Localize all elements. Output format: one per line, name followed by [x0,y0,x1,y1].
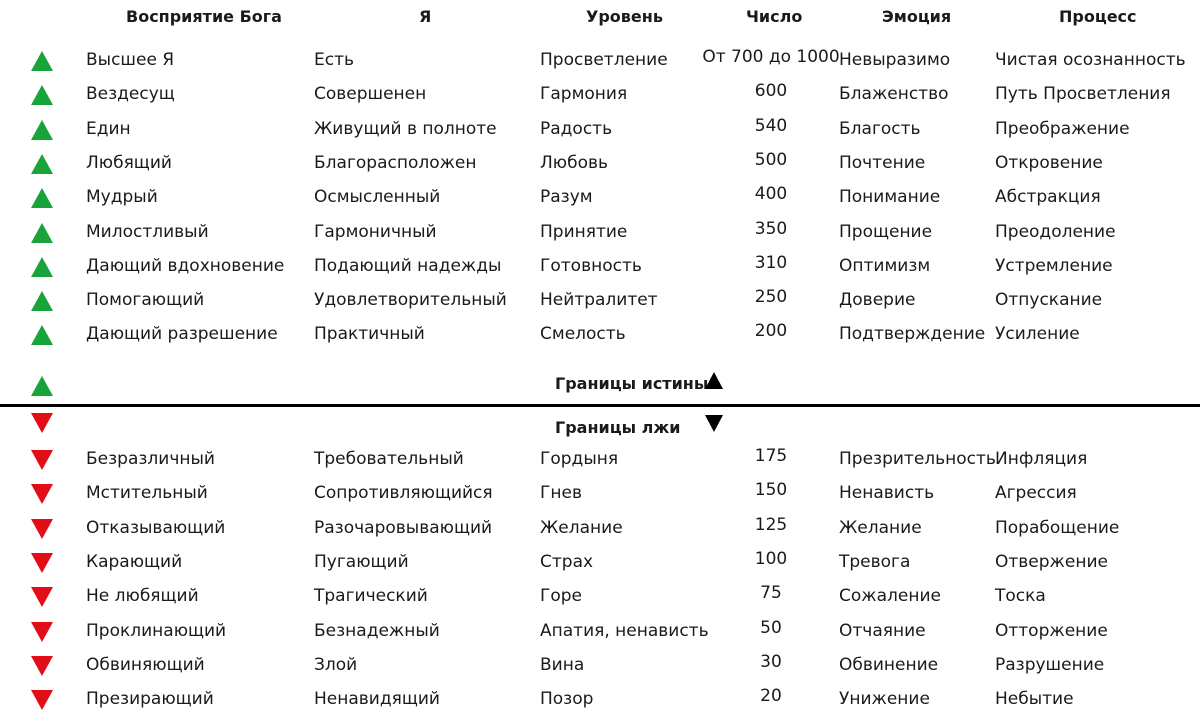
arrow-down-icon [31,587,53,607]
number-cell: 100 [754,549,788,569]
table-row [0,44,1200,78]
arrow-down-icon [31,413,53,433]
arrow-up-icon [31,188,53,208]
number-cell: 175 [754,446,788,466]
number-cell: 400 [754,184,788,204]
number-cell: От 700 до 1000 [702,47,840,67]
level-cell: Разум [540,187,593,207]
table-row [0,318,1200,352]
table-row [0,683,1200,717]
emotion-cell: Презрительность [839,449,996,469]
level-cell: Гнев [540,483,582,503]
emotion-cell: Ненависть [839,483,935,503]
perception-cell: Дающий разрешение [86,324,278,344]
table-row [0,181,1200,215]
header-emotion: Эмоция [882,7,952,26]
table-row [0,580,1200,614]
level-cell: Просветление [540,50,668,70]
process-cell: Откровение [995,153,1103,173]
process-cell: Преображение [995,119,1130,139]
number-cell: 125 [754,515,788,535]
emotion-cell: Понимание [839,187,941,207]
arrow-up-icon [31,120,53,140]
table-row [0,250,1200,284]
table-row [0,546,1200,580]
number-cell: 150 [754,480,788,500]
process-cell: Чистая осознанность [995,50,1186,70]
process-cell: Отвержение [995,552,1108,572]
level-cell: Готовность [540,256,642,276]
self-cell: Гармоничный [314,222,437,242]
perception-cell: Мудрый [86,187,158,207]
self-cell: Совершенен [314,84,427,104]
self-cell: Удовлетворительный [314,290,507,310]
level-cell: Гордыня [540,449,619,469]
arrow-up-icon [31,376,53,396]
level-cell: Радость [540,119,613,139]
perception-cell: Любящий [86,153,172,173]
table-row [0,443,1200,477]
process-cell: Порабощение [995,518,1120,538]
header-level: Уровень [586,7,663,26]
process-cell: Абстракция [995,187,1101,207]
triangle-up-icon [705,372,723,389]
number-cell: 600 [754,81,788,101]
table-row [0,284,1200,318]
number-cell: 20 [760,686,782,706]
number-cell: 350 [754,219,788,239]
boundary-divider [0,404,1200,407]
level-cell: Вина [540,655,585,675]
self-cell: Осмысленный [314,187,441,207]
emotion-cell: Невыразимо [839,50,951,70]
perception-cell: Проклинающий [86,621,227,641]
process-cell: Небытие [995,689,1074,709]
perception-cell: Мстительный [86,483,208,503]
header-process: Процесс [1059,7,1137,26]
self-cell: Безнадежный [314,621,440,641]
number-cell: 50 [760,618,782,638]
level-cell: Страх [540,552,594,572]
number-cell: 310 [754,253,788,273]
perception-cell: Дающий вдохновение [86,256,285,276]
header-perception: Восприятие Бога [126,7,282,26]
table-row [0,216,1200,250]
emotion-cell: Тревога [839,552,911,572]
table-row [0,147,1200,181]
self-cell: Благорасположен [314,153,477,173]
number-cell: 200 [754,321,788,341]
arrow-down-icon [31,519,53,539]
truth-boundary-label: Границы истины [555,374,709,393]
header-number: Число [746,7,803,26]
triangle-down-icon [705,415,723,432]
arrow-up-icon [31,154,53,174]
table-row [0,649,1200,683]
header-self: Я [419,7,432,26]
process-cell: Путь Просветления [995,84,1171,104]
perception-cell: Отказывающий [86,518,226,538]
table-row [0,477,1200,511]
arrow-down-icon [31,656,53,676]
process-cell: Усиление [995,324,1080,344]
arrow-up-icon [31,51,53,71]
perception-cell: Безразличный [86,449,215,469]
level-cell: Апатия, ненависть [540,621,709,641]
self-cell: Сопротивляющийся [314,483,493,503]
process-cell: Разрушение [995,655,1105,675]
perception-cell: Един [86,119,131,139]
arrow-down-icon [31,484,53,504]
emotion-cell: Блаженство [839,84,949,104]
self-cell: Злой [314,655,358,675]
emotion-cell: Почтение [839,153,926,173]
arrow-up-icon [31,257,53,277]
emotion-cell: Обвинение [839,655,939,675]
level-cell: Желание [540,518,623,538]
emotion-cell: Прощение [839,222,933,242]
perception-cell: Вездесущ [86,84,175,104]
self-cell: Трагический [314,586,428,606]
self-cell: Требовательный [314,449,464,469]
perception-cell: Милостливый [86,222,209,242]
perception-cell: Высшее Я [86,50,175,70]
process-cell: Отпускание [995,290,1103,310]
number-cell: 75 [760,583,782,603]
perception-cell: Обвиняющий [86,655,205,675]
self-cell: Подающий надежды [314,256,502,276]
self-cell: Живущий в полноте [314,119,497,139]
level-cell: Принятие [540,222,628,242]
self-cell: Ненавидящий [314,689,440,709]
process-cell: Агрессия [995,483,1077,503]
self-cell: Есть [314,50,355,70]
process-cell: Преодоление [995,222,1116,242]
process-cell: Устремление [995,256,1113,276]
lie-boundary-label: Границы лжи [555,418,681,437]
emotion-cell: Желание [839,518,922,538]
perception-cell: Презирающий [86,689,214,709]
self-cell: Пугающий [314,552,409,572]
arrow-up-icon [31,223,53,243]
arrow-down-icon [31,690,53,710]
level-cell: Гармония [540,84,628,104]
self-cell: Практичный [314,324,425,344]
level-cell: Любовь [540,153,609,173]
level-cell: Горе [540,586,583,606]
self-cell: Разочаровывающий [314,518,493,538]
emotion-cell: Отчаяние [839,621,926,641]
emotion-cell: Унижение [839,689,930,709]
table-row [0,78,1200,112]
arrow-up-icon [31,325,53,345]
arrow-up-icon [31,85,53,105]
perception-cell: Карающий [86,552,183,572]
process-cell: Инфляция [995,449,1088,469]
arrow-down-icon [31,622,53,642]
table-row [0,113,1200,147]
number-cell: 30 [760,652,782,672]
emotion-cell: Подтверждение [839,324,986,344]
table-row [0,512,1200,546]
number-cell: 500 [754,150,788,170]
number-cell: 250 [754,287,788,307]
emotion-cell: Сожаление [839,586,941,606]
arrow-up-icon [31,291,53,311]
arrow-down-icon [31,553,53,573]
emotion-cell: Доверие [839,290,916,310]
level-cell: Нейтралитет [540,290,658,310]
emotion-cell: Оптимизм [839,256,931,276]
number-cell: 540 [754,116,788,136]
perception-cell: Не любящий [86,586,199,606]
level-cell: Позор [540,689,594,709]
process-cell: Отторжение [995,621,1108,641]
level-cell: Смелость [540,324,626,344]
emotion-cell: Благость [839,119,921,139]
process-cell: Тоска [995,586,1046,606]
arrow-down-icon [31,450,53,470]
perception-cell: Помогающий [86,290,205,310]
table-row [0,615,1200,649]
